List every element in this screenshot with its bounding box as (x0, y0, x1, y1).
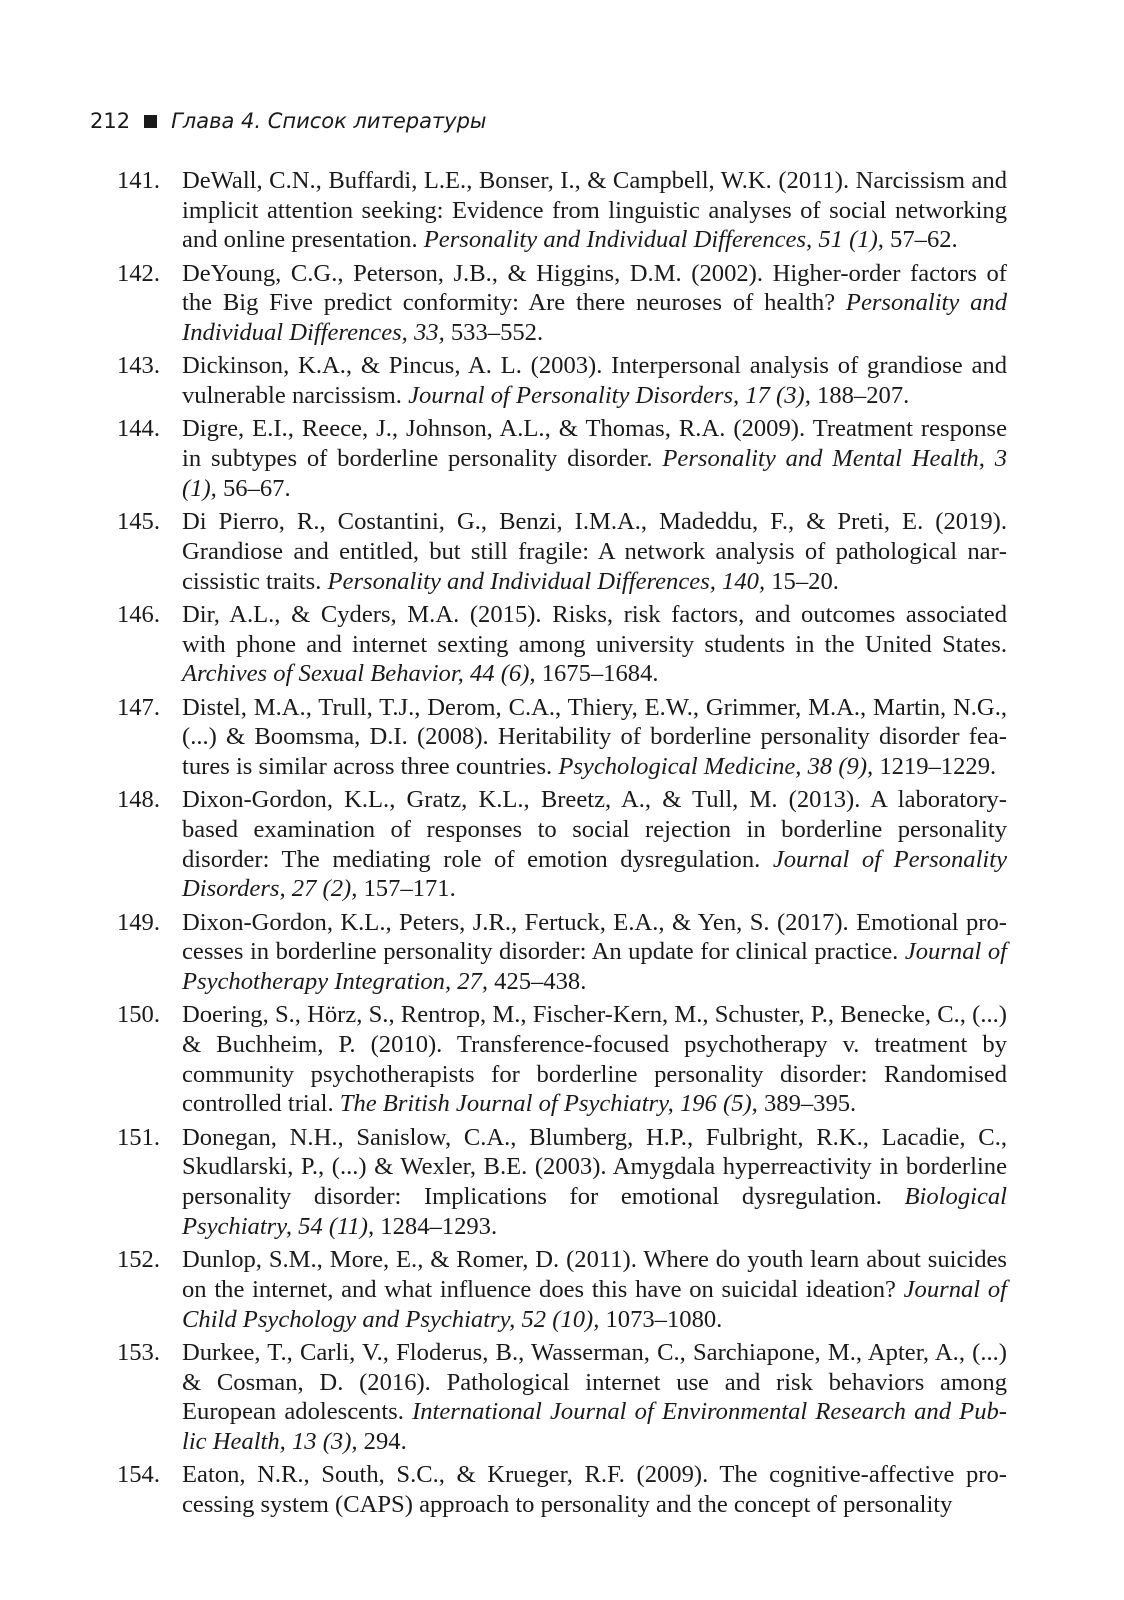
reference-number: 151. (116, 1123, 160, 1151)
reference-number: 147. (116, 693, 160, 721)
reference-item (92, 693, 1007, 782)
reference-authors: Eaton, N.R., South, S.C., & Krueger, R.F. (2009). The cognitive-affective processing system (CAPS) approach to personality and the concept of personality (182, 1461, 1007, 1518)
reference-item (92, 1245, 1007, 1334)
reference-number: 153. (116, 1338, 160, 1366)
reference-number: 150. (116, 1001, 160, 1029)
reference-source: Biological Psychiatry, 54 (11), (182, 1183, 1007, 1240)
reference-source: Psychological Medicine, 38 (9), (558, 752, 874, 780)
reference-authors: DeWall, C.N., Buffardi, L.E., Bonser, I., & Campbell, W.K. (2011). Narcissism and implicit attention seeking: Evidence from linguistic analyses of social networking and online presentation. (182, 167, 1007, 254)
square-bullet-icon (144, 115, 157, 128)
reference-authors: Di Pierro, R., Costantini, G., Benzi, I.M.A., Madeddu, F., & Preti, E. (2019). Grandiose and entitled, but still fragile: A network analysis of pathological narcissistic traits. (182, 508, 1007, 595)
reference-authors: Dickinson, K.A., & Pincus, A. L. (2003). Interpersonal analysis of grandiose and vulnerable narcissism. (182, 352, 1007, 410)
reference-list (92, 166, 1007, 1523)
reference-source: Journal of Psychotherapy Integration, 27, (182, 938, 1007, 996)
reference-item (92, 166, 1007, 255)
reference-item (92, 1338, 1007, 1457)
reference-pages: 389–395. (757, 1090, 857, 1118)
reference-number: 152. (116, 1246, 160, 1274)
reference-source: Journal of Personality Disorders, 27 (2), (182, 845, 1007, 903)
reference-number: 149. (116, 908, 160, 936)
chapter-title: Глава 4. Список литературы (171, 109, 487, 133)
reference-pages: 294. (357, 1427, 407, 1455)
reference-pages: 56–67. (216, 474, 291, 502)
reference-authors: Dixon-Gordon, K.L., Gratz, K.L., Breetz, A., & Tull, M. (2013). A laboratory-based examination of responses to social rejection in borderline personality disorder: The mediating role of emotion dysregulation. (182, 786, 1007, 873)
reference-authors: Durkee, T., Carli, V., Floderus, B., Wasserman, C., Sarchiapone, M., Apter, A., (...) & Cosman, D. (2016). Pathological internet use and risk behaviors among European adolescents. (182, 1338, 1007, 1426)
reference-pages: 1219–1229. (873, 752, 997, 780)
running-head (90, 103, 487, 139)
reference-authors: Donegan, N.H., Sanislow, C.A., Blumberg, H.P., Fulbright, R.K., Lacadie, C., Skudlarski, P., (...) & Wexler, B.E. (2003). Amygdala hyperreactivity in borderline personality disorder: Implications for emotional dysregulation. (182, 1123, 1007, 1211)
reference-item (92, 1460, 1007, 1519)
reference-pages: 15–20. (765, 567, 839, 595)
reference-number: 154. (116, 1461, 160, 1489)
reference-authors: DeYoung, C.G., Peterson, J.B., & Higgins, D.M. (2002). Higher-order factors of the Big Five predict conformity: Are there neuroses of health? (182, 259, 1007, 317)
reference-source: The British Journal of Psychiatry, 196 (5), (339, 1090, 758, 1118)
reference-item (92, 259, 1007, 348)
reference-authors: Distel, M.A., Trull, T.J., Derom, C.A., Thiery, E.W., Grimmer, M.A., Martin, N.G., (...) & Boomsma, D.I. (2008). Heritability of borderline personality disorder features is similar across three countries. (182, 693, 1007, 780)
reference-authors: Dir, A.L., & Cyders, M.A. (2015). Risks, risk factors, and outcomes associated with phone and internet sexting among university students in the United States. (182, 600, 1007, 658)
reference-number: 143. (116, 352, 160, 380)
reference-authors: Digre, E.I., Reece, J., Johnson, A.L., & Thomas, R.A. (2009). Treatment response in subtypes of borderline personality disorder. (182, 415, 1007, 473)
reference-item (92, 414, 1007, 503)
page-number: 212 (90, 109, 131, 133)
reference-item (92, 351, 1007, 410)
reference-pages: 1675–1684. (535, 660, 659, 688)
reference-number: 144. (116, 415, 160, 443)
reference-source: Personality and Individual Differences, 33, (182, 289, 1007, 347)
reference-item (92, 785, 1007, 904)
reference-number: 145. (116, 508, 160, 536)
reference-source: International Journal of Environmental Research and Public Health, 13 (3), (182, 1398, 1007, 1455)
reference-number: 148. (116, 786, 160, 814)
reference-item (92, 600, 1007, 689)
reference-number: 141. (116, 167, 160, 194)
reference-item (92, 1123, 1007, 1242)
reference-item (92, 507, 1007, 596)
reference-pages: 57–62. (883, 226, 958, 254)
reference-pages: 157–171. (357, 875, 456, 903)
reference-authors: Dunlop, S.M., More, E., & Romer, D. (2011). Where do youth learn about suicides on the internet, and what influence does this have on suicidal ideation? (182, 1246, 1007, 1303)
reference-pages: 1284–1293. (374, 1212, 498, 1240)
reference-source: Journal of Personality Disorders, 17 (3), (408, 382, 811, 410)
reference-number: 146. (116, 600, 160, 628)
reference-number: 142. (116, 259, 160, 287)
reference-pages: 533–552. (444, 319, 544, 347)
reference-authors: Doering, S., Hörz, S., Rentrop, M., Fischer-Kern, M., Schuster, P., Benecke, C., (...) & Buchheim, P. (2010). Transference-focused psychotherapy v. treatment by community psychotherapists for borderline personality disorder: Randomised controlled trial. (182, 1001, 1007, 1118)
reference-pages: 1073–1080. (599, 1305, 723, 1333)
reference-source: Journal of Child Psychology and Psychiatry, 52 (10), (182, 1275, 1007, 1333)
reference-pages: 425–438. (488, 968, 587, 996)
reference-pages: 188–207. (810, 382, 910, 410)
reference-source: Personality and Individual Differences, 140, (327, 567, 766, 595)
reference-source: Archives of Sexual Behavior, 44 (6), (182, 660, 536, 688)
reference-item (92, 1000, 1007, 1119)
reference-source: Personality and Mental Health, 3 (1), (182, 445, 1007, 502)
reference-item (92, 908, 1007, 997)
reference-source: Personality and Individual Differences, 51 (1), (423, 226, 884, 254)
reference-authors: Dixon-Gordon, K.L., Peters, J.R., Fertuck, E.A., & Yen, S. (2017). Emotional processes in borderline personality disorder: An update for clinical practice. (182, 908, 1007, 966)
